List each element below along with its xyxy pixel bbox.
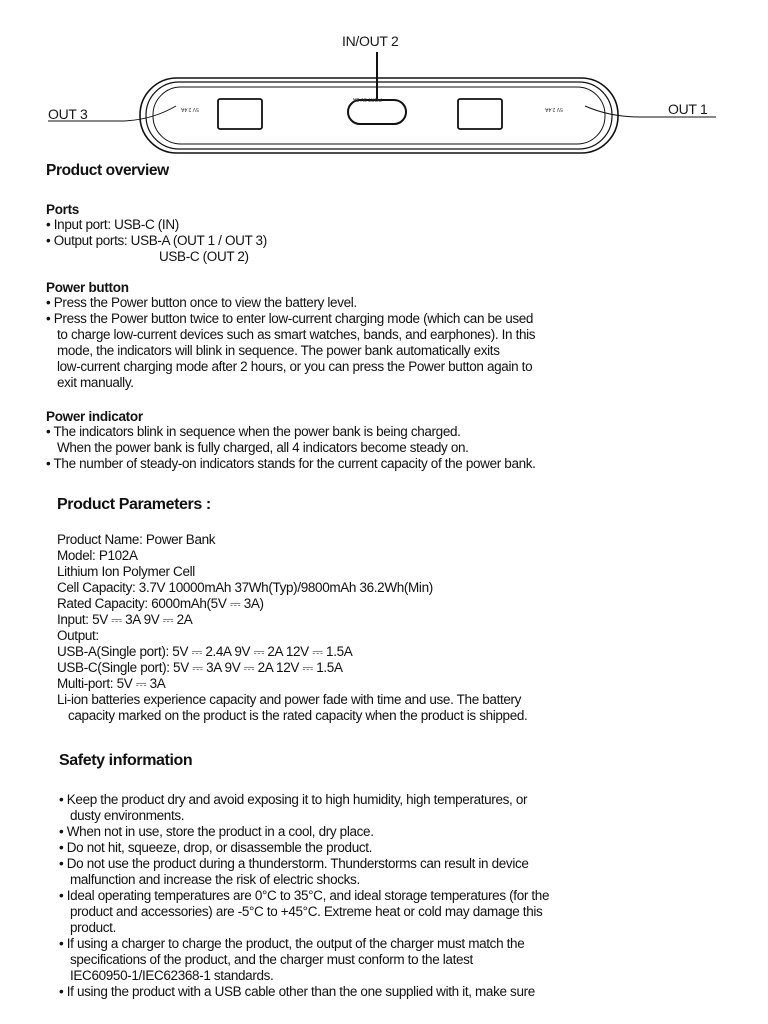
out-1-label: OUT 1: [668, 101, 708, 117]
safety-line: • Ideal operating temperatures are 0°C to 35°C, and ideal storage temperatures (for the: [59, 888, 550, 903]
parameter-line: USB-C(Single port): 5V ⎓ 3A 9V ⎓ 2A 12V ⎓ 1.5A: [57, 660, 343, 675]
power-button-line: exit manually.: [57, 375, 134, 390]
power-button-line: • Press the Power button once to view the battery level.: [46, 295, 357, 310]
safety-line: • Do not hit, squeeze, drop, or disassemble the product.: [59, 840, 373, 855]
parameter-line: Cell Capacity: 3.7V 10000mAh 37Wh(Typ)/9800mAh 36.2Wh(Min): [57, 580, 433, 595]
in-out-2-label: IN/OUT 2: [342, 33, 399, 49]
power-button-title: Power button: [46, 280, 129, 295]
safety-line: malfunction and increase the risk of electric shocks.: [70, 872, 360, 887]
parameter-line: Input: 5V ⎓ 3A 9V ⎓ 2A: [57, 612, 193, 627]
power-indicator-title: Power indicator: [46, 409, 143, 424]
power-indicator-line: • The indicators blink in sequence when the power bank is being charged.: [46, 424, 461, 439]
manual-content: [46, 160, 726, 1000]
safety-line: • Do not use the product during a thunderstorm. Thunderstorms can result in device: [59, 856, 529, 871]
parameter-line: Model: P102A: [57, 548, 138, 563]
power-indicator-line: When the power bank is fully charged, all 4 indicators become steady on.: [57, 440, 469, 455]
parameter-line: USB-A(Single port): 5V ⎓ 2.4A 9V ⎓ 2A 12V ⎓ 1.5A: [57, 644, 353, 659]
power-bank-diagram: [0, 0, 768, 165]
parameter-line: Lithium Ion Polymer Cell: [57, 564, 195, 579]
safety-line: product and accessories) are -5°C to +45°C. Extreme heat or cold may damage this: [70, 904, 543, 919]
parameter-line: Multi-port: 5V ⎓ 3A: [57, 676, 166, 691]
port-mid-text: PORT 5V 3A: [353, 96, 382, 102]
ports-title: Ports: [46, 202, 80, 217]
safety-title: Safety information: [59, 752, 193, 769]
safety-line: • If using a charger to charge the product, the output of the charger must match the: [59, 936, 525, 951]
parameter-line: Rated Capacity: 6000mAh(5V ⎓ 3A): [57, 596, 264, 611]
safety-line: specifications of the product, and the charger must conform to the latest: [70, 952, 473, 967]
ports-line: • Input port: USB-C (IN): [46, 217, 179, 232]
ports-line: USB-C (OUT 2): [159, 249, 249, 264]
port-right-text: 5V 2.4A: [545, 106, 563, 112]
safety-line: dusty environments.: [70, 808, 185, 823]
parameters-title: Product Parameters :: [57, 496, 211, 513]
parameter-line: Product Name: Power Bank: [57, 532, 216, 547]
parameter-line: Li-ion batteries experience capacity and power fade with time and use. The battery: [57, 692, 522, 707]
ports-line: • Output ports: USB-A (OUT 1 / OUT 3): [46, 233, 267, 248]
parameter-line: capacity marked on the product is the rated capacity when the product is shipped.: [68, 708, 528, 723]
safety-line: • If using the product with a USB cable other than the one supplied with it, make sure: [59, 984, 535, 999]
port-left-text: 5V 2.4A: [181, 106, 199, 112]
parameter-line: Output:: [57, 628, 99, 643]
power-button-line: mode, the indicators will blink in sequence. The power bank automatically exits: [57, 343, 500, 358]
out-3-label: OUT 3: [48, 106, 88, 122]
parameters-section: [57, 496, 726, 724]
safety-line: product.: [70, 920, 116, 935]
safety-section: [59, 752, 726, 1000]
power-bank-illustration: [0, 0, 768, 165]
power-button-line: to charge low-current devices such as smart watches, bands, and earphones). In this: [57, 327, 536, 342]
power-button-line: • Press the Power button twice to enter low-current charging mode (which can be used: [46, 311, 534, 326]
safety-line: IEC60950-1/IEC62368-1 standards.: [70, 968, 274, 983]
power-button-line: low-current charging mode after 2 hours, or you can press the Power button again to: [57, 359, 533, 374]
safety-line: • Keep the product dry and avoid exposing it to high humidity, high temperatures, or: [59, 792, 528, 807]
overview-title: Product overview: [46, 162, 169, 179]
power-indicator-line: • The number of steady-on indicators stands for the current capacity of the power bank.: [46, 456, 536, 471]
safety-line: • When not in use, store the product in a cool, dry place.: [59, 824, 374, 839]
